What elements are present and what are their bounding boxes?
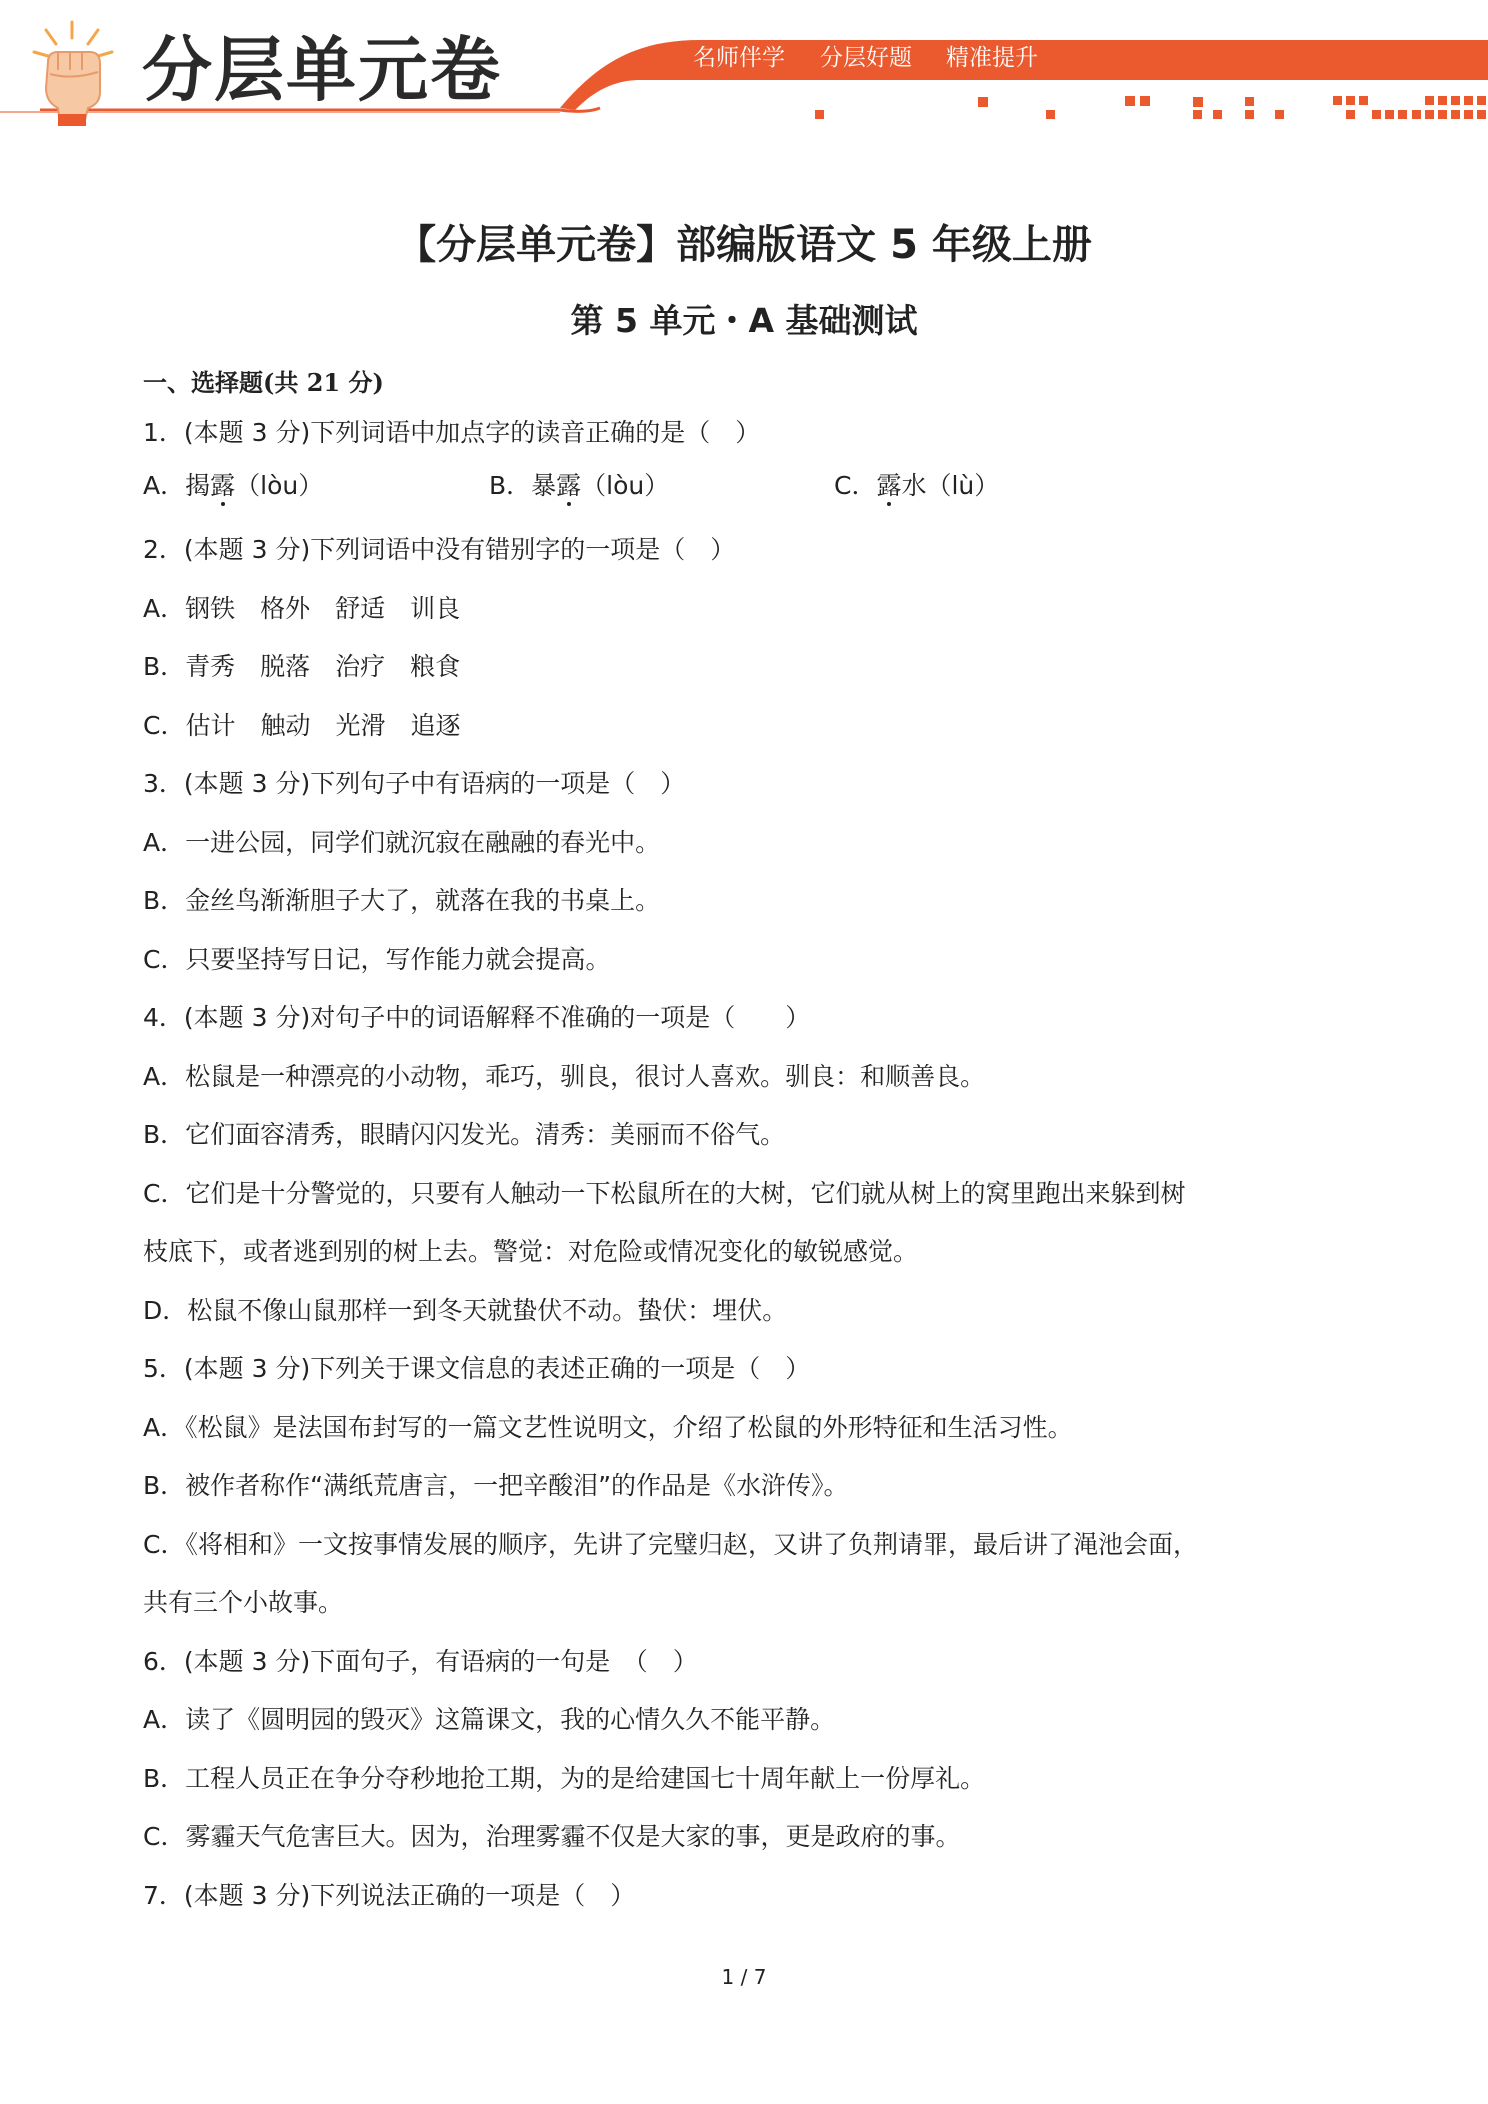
question-2-option-a: A．钢铁 格外 舒适 训良 bbox=[143, 594, 461, 623]
page-number: 1 / 7 bbox=[721, 1965, 767, 1989]
question-5-option-c: C．《将相和》一文按事情发展的顺序，先讲了完璧归赵，又讲了负荆请罪，最后讲了渑池会面， bbox=[143, 1530, 1198, 1559]
question-5-option-b: B．被作者称作“满纸荒唐言，一把辛酸泪”的作品是《水浒传》。 bbox=[143, 1471, 849, 1500]
document-subtitle: 第 5 单元・A 基础测试 bbox=[570, 301, 918, 340]
option-text: A．揭 bbox=[143, 471, 211, 500]
question-4-option-c: C．它们是十分警觉的，只要有人触动一下松鼠所在的大树，它们就从树上的窝里跑出来躲到树 bbox=[143, 1179, 1186, 1208]
dotted-char: 露 bbox=[876, 471, 902, 500]
brand-title: 分层单元卷 bbox=[142, 29, 502, 111]
header-banner bbox=[0, 0, 1488, 150]
question-5-option-a: A．《松鼠》是法国布封写的一篇文艺性说明文，介绍了松鼠的外形特征和生活习性。 bbox=[143, 1413, 1073, 1442]
question-5-stem: 5．(本题 3 分)下列关于课文信息的表述正确的一项是（ ） bbox=[143, 1354, 811, 1383]
slogan-1: 名师伴学 bbox=[693, 45, 785, 71]
question-4-stem: 4．(本题 3 分)对句子中的词语解释不准确的一项是（ ） bbox=[143, 1003, 811, 1032]
dotted-char: 露 bbox=[210, 471, 236, 500]
question-3-stem: 3．(本题 3 分)下列句子中有语病的一项是（ ） bbox=[143, 769, 686, 798]
option-text: 水（lù） bbox=[901, 471, 1000, 500]
option-text: C． bbox=[834, 471, 877, 500]
question-6-stem: 6．(本题 3 分)下面句子，有语病的一句是 （ ） bbox=[143, 1647, 698, 1676]
option-text: （lòu） bbox=[581, 471, 670, 500]
slogan-2: 分层好题 bbox=[820, 45, 912, 71]
slogan-3: 精准提升 bbox=[946, 45, 1038, 71]
question-6-option-c: C．雾霾天气危害巨大。因为，治理雾霾不仅是大家的事，更是政府的事。 bbox=[143, 1822, 961, 1851]
question-6-option-b: B．工程人员正在争分夺秒地抢工期，为的是给建国七十周年献上一份厚礼。 bbox=[143, 1764, 986, 1793]
question-6-option-a: A．读了《圆明园的毁灭》这篇课文，我的心情久久不能平静。 bbox=[143, 1705, 836, 1734]
question-1-stem: 1．(本题 3 分)下列词语中加点字的读音正确的是（ ） bbox=[143, 418, 761, 447]
question-1-option-b bbox=[489, 466, 669, 506]
question-2-option-b: B．青秀 脱落 治疗 粮食 bbox=[143, 652, 461, 681]
document-title: 【分层单元卷】部编版语文 5 年级上册 bbox=[396, 222, 1092, 268]
question-4-option-a: A．松鼠是一种漂亮的小动物，乖巧，驯良，很讨人喜欢。驯良：和顺善良。 bbox=[143, 1062, 986, 1091]
question-2-stem: 2．(本题 3 分)下列词语中没有错别字的一项是（ ） bbox=[143, 535, 736, 564]
question-3-option-a: A．一进公园，同学们就沉寂在融融的春光中。 bbox=[143, 828, 661, 857]
question-4-option-d: D．松鼠不像山鼠那样一到冬天就蛰伏不动。蛰伏：埋伏。 bbox=[143, 1296, 788, 1325]
question-3-option-c: C．只要坚持写日记，写作能力就会提高。 bbox=[143, 945, 611, 974]
decorative-squares bbox=[815, 96, 1486, 119]
question-2-option-c: C．估计 触动 光滑 追逐 bbox=[143, 711, 461, 740]
option-text: B．暴 bbox=[489, 471, 557, 500]
question-1-option-a bbox=[143, 466, 323, 506]
fist-logo-icon bbox=[28, 18, 118, 128]
question-4-option-b: B．它们面容清秀，眼睛闪闪发光。清秀：美丽而不俗气。 bbox=[143, 1120, 786, 1149]
question-1-option-c bbox=[834, 466, 999, 506]
question-3-option-b: B．金丝鸟渐渐胆子大了，就落在我的书桌上。 bbox=[143, 886, 661, 915]
section-heading: 一、选择题(共 21 分) bbox=[143, 368, 384, 397]
question-7-stem: 7．(本题 3 分)下列说法正确的一项是（ ） bbox=[143, 1881, 636, 1910]
option-text: （lòu） bbox=[235, 471, 324, 500]
question-5-option-c-cont: 共有三个小故事。 bbox=[143, 1588, 344, 1617]
dotted-char: 露 bbox=[556, 471, 582, 500]
question-4-option-c-cont: 枝底下，或者逃到别的树上去。警觉：对危险或情况变化的敏锐感觉。 bbox=[143, 1237, 919, 1266]
